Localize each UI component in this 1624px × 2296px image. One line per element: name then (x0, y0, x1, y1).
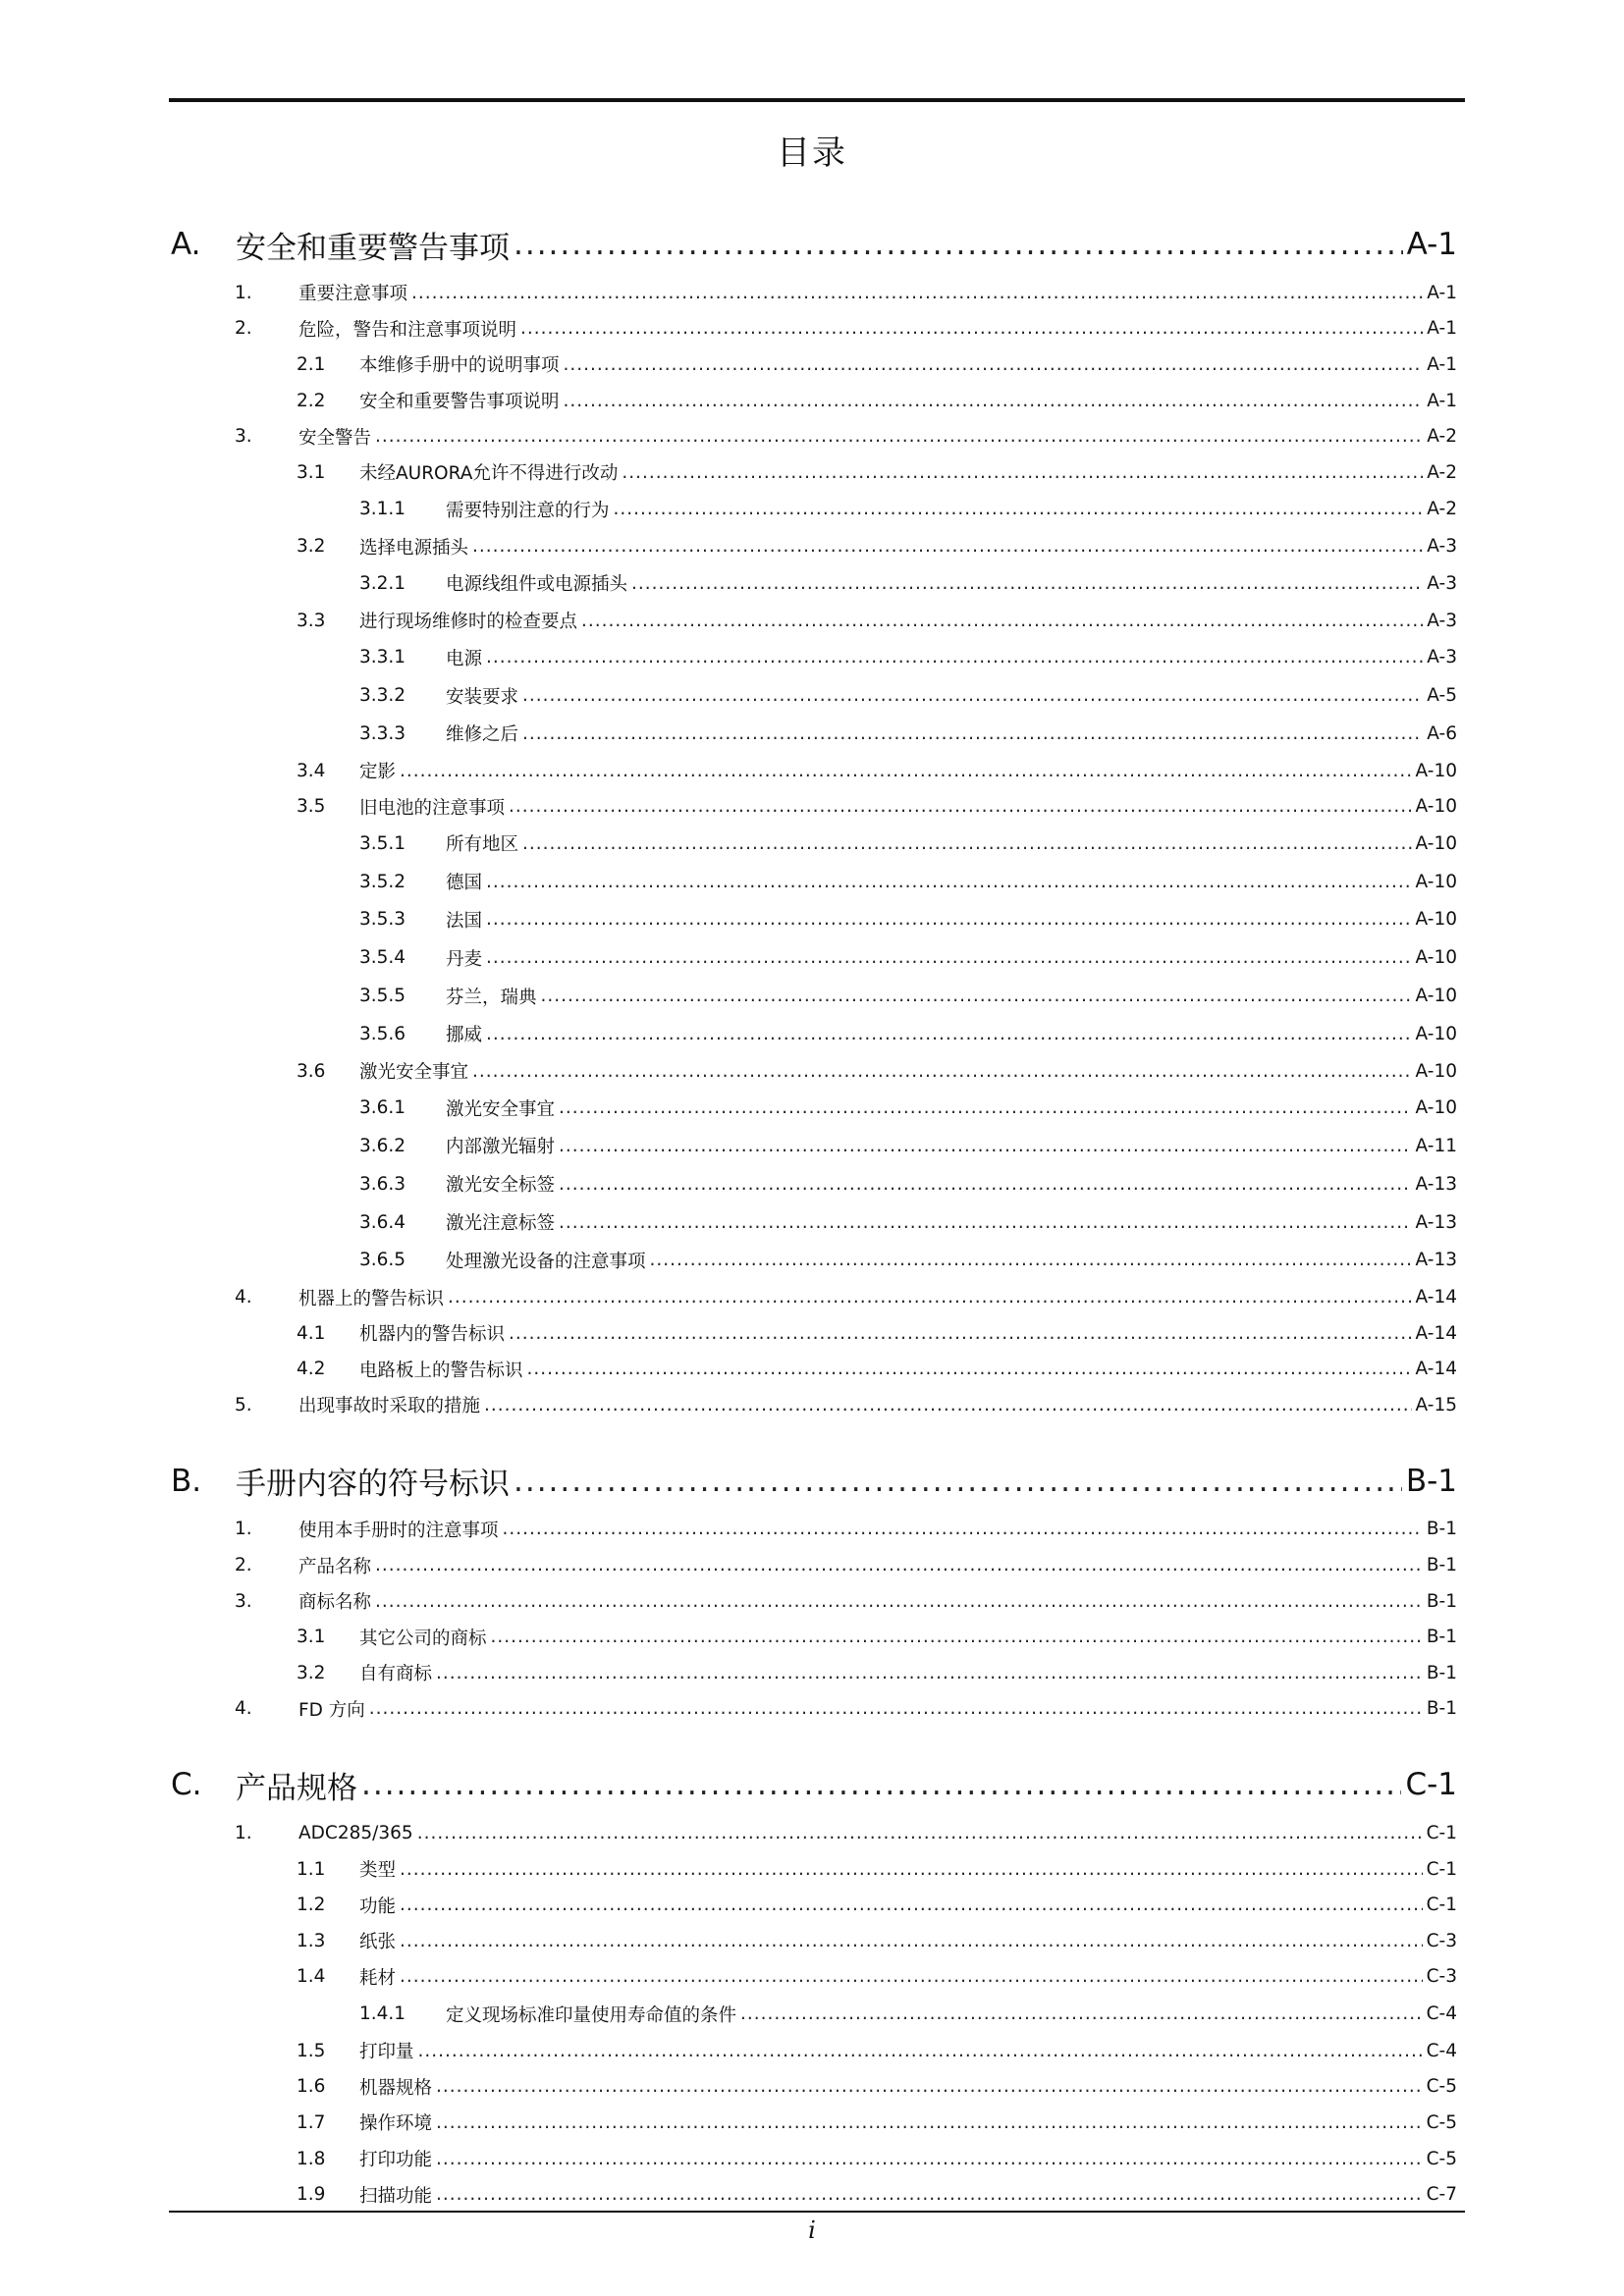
toc-entry-title: 自有商标 (359, 1664, 433, 1685)
toc-entry-title: 芬兰，瑞典 (446, 987, 537, 1008)
dot-leader (436, 2112, 1423, 2133)
toc-entry-number: 3.6.1 (359, 1097, 406, 1119)
toc-entry[interactable] (171, 1165, 1457, 1203)
toc-entry-page: A-1 (1427, 318, 1457, 340)
page-title: 目录 (777, 133, 847, 173)
toc-entry-number: 3.1 (297, 1627, 326, 1648)
toc-entry[interactable] (171, 1619, 1457, 1655)
toc-entry-number: C. (171, 1767, 202, 1803)
toc-entry[interactable] (171, 2141, 1457, 2177)
toc-entry-number: 3.1 (297, 461, 326, 483)
dot-leader (448, 1287, 1412, 1308)
toc-entry-number: 4.1 (297, 1322, 326, 1344)
toc-entry-title: 操作环境 (359, 2113, 433, 2135)
toc-entry[interactable] (171, 2105, 1457, 2141)
toc-entry[interactable] (171, 1547, 1457, 1583)
toc-entry-number: 2. (235, 318, 252, 340)
toc-entry[interactable] (171, 1127, 1457, 1165)
toc-entry-title: 法国 (446, 910, 483, 932)
toc-entry-page: C-3 (1426, 1966, 1457, 1988)
toc-entry[interactable] (171, 788, 1457, 825)
dot-leader (614, 499, 1424, 519)
toc-entry-page: A-13 (1415, 1211, 1457, 1233)
page-number: i (808, 2216, 816, 2244)
toc-entry-title: 安全和重要警告事项 (236, 230, 510, 266)
dot-leader (486, 1024, 1412, 1044)
toc-entry-page: A-3 (1427, 572, 1457, 594)
dot-leader (509, 1323, 1412, 1344)
dot-leader (436, 2184, 1423, 2205)
toc-entry-number: 3.5.6 (359, 1023, 406, 1044)
toc-entry[interactable] (171, 1691, 1457, 1728)
toc-entry-number: 1.4.1 (359, 2003, 406, 2025)
dot-leader (581, 611, 1423, 631)
toc-entry[interactable] (171, 1583, 1457, 1620)
toc-entry-number: 1.7 (297, 2111, 326, 2133)
toc-entry-title: 扫描功能 (359, 2185, 433, 2207)
toc-entry-title: 电源 (446, 648, 483, 669)
toc-entry-title: 旧电池的注意事项 (359, 797, 506, 819)
toc-entry-page: C-1 (1426, 1823, 1457, 1844)
toc-entry-page: A-1 (1427, 390, 1457, 411)
toc-entry[interactable] (171, 715, 1457, 753)
toc-entry[interactable] (171, 1887, 1457, 1923)
toc-entry-page: B-1 (1426, 1590, 1457, 1612)
toc-entry[interactable] (171, 454, 1457, 491)
toc-entry[interactable] (171, 1923, 1457, 1959)
toc-entry-title: 进行现场维修时的检查要点 (359, 612, 578, 633)
toc-entry-number: 1. (235, 1823, 252, 1844)
toc-entry-number: 1.1 (297, 1858, 326, 1880)
toc-entry-page: A-1 (1427, 353, 1457, 375)
toc-entry-number: 3.6.3 (359, 1173, 406, 1195)
toc-entry-number: 1.8 (297, 2148, 326, 2169)
dot-leader (559, 1097, 1412, 1118)
dot-leader (650, 1250, 1412, 1270)
toc-entry-page: A-10 (1415, 1097, 1457, 1119)
toc-entry-title: 产品规格 (236, 1770, 357, 1806)
toc-entry-title: 定影 (359, 762, 397, 783)
toc-entry-page: A-10 (1415, 760, 1457, 781)
toc-entry[interactable] (171, 1959, 1457, 1996)
dot-leader (472, 1061, 1412, 1082)
toc-entry-title: 维修之后 (446, 724, 519, 746)
dot-leader (522, 833, 1412, 854)
toc-entry-page: A-2 (1427, 499, 1457, 520)
toc-entry-number: 3.5.2 (359, 871, 406, 892)
toc-entry[interactable] (171, 863, 1457, 901)
toc-entry[interactable] (171, 418, 1457, 454)
toc-entry-number: 1.4 (297, 1966, 326, 1988)
toc-entry-title: 定义现场标准印量使用寿命值的条件 (446, 2004, 737, 2026)
toc-entry-page: C-5 (1426, 2111, 1457, 2133)
toc-entry[interactable] (171, 1015, 1457, 1053)
toc-entry-title: 打印量 (359, 2042, 414, 2063)
toc-entry-page: A-14 (1415, 1322, 1457, 1344)
toc-entry-number: 1.2 (297, 1895, 326, 1916)
toc-entry-number: 1.3 (297, 1930, 326, 1951)
toc-entry-number: 3.5.4 (359, 947, 406, 969)
toc-entry[interactable] (171, 901, 1457, 939)
toc-entry-number: 3. (235, 426, 252, 448)
toc-entry-title: 挪威 (446, 1025, 483, 1046)
toc-entry[interactable] (171, 528, 1457, 564)
dot-leader (514, 1464, 1402, 1499)
toc-entry[interactable] (171, 938, 1457, 977)
toc-entry-title: 手册内容的符号标识 (236, 1467, 510, 1503)
dot-leader (400, 1895, 1423, 1915)
toc-entry-page: C-4 (1426, 2040, 1457, 2061)
toc-entry-title: 激光安全标签 (446, 1175, 556, 1197)
toc-entry-page: A-3 (1427, 610, 1457, 631)
toc-entry-title: 纸张 (359, 1932, 397, 1953)
toc-entry-page: B-1 (1426, 1519, 1457, 1540)
dot-leader (541, 986, 1412, 1006)
toc-entry-title: 出现事故时采取的措施 (298, 1396, 481, 1417)
dot-leader (436, 2149, 1423, 2169)
toc-entry-number: 4.2 (297, 1359, 326, 1380)
toc-entry-number: 3.5.1 (359, 832, 406, 854)
toc-entry-number: 3.5.3 (359, 909, 406, 931)
toc-entry[interactable] (171, 1241, 1457, 1279)
toc-entry-page: A-5 (1427, 685, 1457, 707)
toc-entry-title: FD 方向 (298, 1699, 365, 1721)
dot-leader (522, 685, 1423, 706)
toc-entry[interactable] (171, 311, 1457, 347)
toc-entry-title: 危险，警告和注意事项说明 (298, 319, 517, 341)
toc-entry-title: 安全和重要警告事项说明 (359, 392, 560, 413)
dot-leader (486, 647, 1423, 667)
toc-entry-title: 耗材 (359, 1967, 397, 1989)
dot-leader (491, 1627, 1423, 1647)
toc-entry[interactable] (171, 1387, 1457, 1423)
toc-entry-number: 3. (235, 1590, 252, 1612)
dot-leader (369, 1698, 1423, 1719)
toc-entry-page: B-1 (1405, 1463, 1457, 1499)
toc-entry[interactable] (171, 1203, 1457, 1242)
toc-entry[interactable] (171, 1053, 1457, 1090)
toc-entry-page: B-1 (1426, 1555, 1457, 1576)
toc-entry-number: 2.1 (297, 353, 326, 375)
toc-entry-title: 类型 (359, 1860, 397, 1882)
toc-entry[interactable] (171, 2176, 1457, 2213)
toc-entry[interactable] (171, 1279, 1457, 1315)
toc-entry-page: C-1 (1426, 1858, 1457, 1880)
toc-entry[interactable] (171, 1351, 1457, 1387)
dot-leader (564, 354, 1424, 375)
toc-entry[interactable] (171, 603, 1457, 639)
dot-leader (564, 391, 1424, 411)
toc-entry-page: A-10 (1415, 871, 1457, 892)
toc-entry-title: 激光安全事宜 (359, 1062, 469, 1083)
toc-entry-title: 电路板上的警告标识 (359, 1360, 523, 1381)
toc-entry[interactable] (171, 638, 1457, 676)
dot-leader (436, 2076, 1423, 2097)
toc-entry-page: A-14 (1415, 1287, 1457, 1308)
toc-entry-title: 丹麦 (446, 948, 483, 970)
dot-leader (472, 536, 1423, 557)
dot-leader (375, 1555, 1423, 1575)
toc-section[interactable] (171, 1754, 1457, 1815)
toc-entry-number: B. (171, 1463, 202, 1499)
dot-leader (622, 462, 1423, 483)
toc-entry-page: B-1 (1426, 1662, 1457, 1683)
dot-leader (486, 909, 1412, 930)
toc-entry-page: C-5 (1426, 2148, 1457, 2169)
dot-leader (484, 1395, 1412, 1415)
toc-entry[interactable] (171, 1815, 1457, 1851)
dot-leader (486, 872, 1412, 892)
dot-leader (509, 796, 1412, 817)
dot-leader (400, 1931, 1423, 1951)
toc-entry-number: 3.5.5 (359, 986, 406, 1006)
dot-leader (436, 1663, 1423, 1683)
section-gap (171, 1727, 1457, 1754)
toc-entry-number: 1. (235, 282, 252, 303)
toc-entry-title: 激光安全事宜 (446, 1098, 556, 1120)
toc-entry-number: 3.5 (297, 796, 326, 818)
toc-entry-page: A-3 (1427, 647, 1457, 668)
toc-entry-title: 安装要求 (446, 686, 519, 708)
dot-leader (375, 1591, 1423, 1612)
toc-entry-page: A-14 (1415, 1359, 1457, 1380)
toc-entry[interactable] (171, 1089, 1457, 1127)
toc-entry-page: A-11 (1415, 1135, 1457, 1156)
toc-entry-number: 1.6 (297, 2076, 326, 2098)
toc-entry-number: 5. (235, 1394, 252, 1415)
toc-entry-page: A-10 (1415, 1023, 1457, 1044)
toc-section[interactable] (171, 1451, 1457, 1512)
toc-entry-number: 3.1.1 (359, 499, 406, 520)
dot-leader (375, 426, 1423, 447)
toc-entry-page: A-3 (1427, 536, 1457, 558)
toc-entry-number: 3.2 (297, 1662, 326, 1683)
dot-leader (520, 318, 1423, 339)
toc-entry[interactable] (171, 1512, 1457, 1548)
dot-leader (559, 1136, 1412, 1156)
toc-entry-title: 重要注意事项 (298, 284, 408, 305)
bottom-rule (169, 2211, 1465, 2213)
toc-entry-page: C-5 (1426, 2076, 1457, 2098)
toc-entry[interactable] (171, 2033, 1457, 2069)
toc-entry-title: 激光注意标签 (446, 1213, 556, 1235)
toc-entry[interactable] (171, 491, 1457, 529)
toc-entry-number: 4. (235, 1287, 252, 1308)
toc-entry-number: 4. (235, 1698, 252, 1720)
toc-entry-title: 德国 (446, 873, 483, 894)
toc-entry-title: 处理激光设备的注意事项 (446, 1251, 646, 1272)
dot-leader (418, 2041, 1423, 2061)
dot-leader (514, 227, 1403, 262)
toc-entry-title: 机器内的警告标识 (359, 1324, 506, 1346)
toc-entry-page: C-7 (1426, 2184, 1457, 2206)
toc-entry[interactable] (171, 825, 1457, 863)
toc-entry-title: 选择电源插头 (359, 537, 469, 559)
toc-entry-page: A-10 (1415, 1060, 1457, 1082)
toc-entry-page: A-10 (1415, 796, 1457, 818)
toc-entry-title: 安全警告 (298, 427, 372, 449)
toc-entry[interactable] (171, 1315, 1457, 1352)
toc-entry[interactable] (171, 1655, 1457, 1691)
toc-entry-title: 机器规格 (359, 2077, 433, 2099)
toc-entry-page: A-15 (1415, 1394, 1457, 1415)
toc-entry-number: 3.6 (297, 1060, 326, 1082)
toc-entry-number: 3.2.1 (359, 572, 406, 594)
toc-entry-number: 1.9 (297, 2184, 326, 2206)
toc-entry-number: 1. (235, 1519, 252, 1540)
toc-entry-page: A-10 (1415, 832, 1457, 854)
toc-entry-number: 3.2 (297, 536, 326, 558)
toc-entry-title: 产品名称 (298, 1556, 372, 1577)
dot-leader (740, 2003, 1423, 2024)
toc-entry-title: 打印功能 (359, 2150, 433, 2171)
toc-entry-title: 所有地区 (446, 834, 519, 856)
toc-entry[interactable] (171, 977, 1457, 1015)
toc-entry-number: 3.4 (297, 760, 326, 781)
toc-entry-number: 3.3 (297, 610, 326, 631)
dot-leader (400, 1859, 1423, 1880)
dot-leader (559, 1212, 1412, 1233)
toc-entry-title: 功能 (359, 1896, 397, 1917)
dot-leader (417, 1823, 1423, 1843)
toc-entry-number: 2.2 (297, 390, 326, 411)
toc-entry[interactable] (171, 2069, 1457, 2106)
toc-entry-page: B-1 (1426, 1698, 1457, 1720)
toc-entry-page: A-1 (1427, 282, 1457, 303)
toc-entry[interactable] (171, 347, 1457, 383)
toc-entry-title: 未经AURORA允许不得进行改动 (359, 463, 619, 485)
toc-entry-page: A-2 (1427, 426, 1457, 448)
toc-entry-title: 机器上的警告标识 (298, 1288, 445, 1309)
toc-entry-page: A-10 (1415, 909, 1457, 931)
toc-entry-page: C-4 (1426, 2003, 1457, 2025)
toc-entry-number: A. (171, 227, 201, 262)
table-of-contents (171, 214, 1457, 2213)
dot-leader (522, 723, 1423, 744)
toc-entry-page: A-1 (1406, 227, 1457, 262)
toc-entry-page: B-1 (1426, 1627, 1457, 1648)
dot-leader (361, 1767, 1401, 1802)
dot-leader (527, 1359, 1412, 1379)
toc-entry-number: 3.3.2 (359, 685, 406, 707)
toc-entry[interactable] (171, 564, 1457, 603)
toc-entry-page: C-1 (1405, 1767, 1457, 1803)
dot-leader (400, 761, 1412, 781)
toc-entry-number: 3.3.3 (359, 722, 406, 744)
dot-leader (400, 1966, 1423, 1987)
toc-section[interactable] (171, 214, 1457, 275)
toc-entry-page: A-2 (1427, 461, 1457, 483)
dot-leader (486, 947, 1412, 968)
toc-entry-number: 3.6.2 (359, 1135, 406, 1156)
toc-entry-page: A-10 (1415, 986, 1457, 1006)
toc-entry[interactable] (171, 753, 1457, 789)
toc-entry-title: ADC285/365 (298, 1823, 413, 1844)
toc-entry-page: A-13 (1415, 1250, 1457, 1271)
toc-entry-title: 需要特别注意的行为 (446, 500, 610, 521)
toc-entry-number: 3.3.1 (359, 647, 406, 668)
toc-entry-page: A-6 (1427, 722, 1457, 744)
toc-entry-number: 3.6.4 (359, 1211, 406, 1233)
toc-entry[interactable] (171, 275, 1457, 311)
section-gap (171, 1423, 1457, 1451)
toc-entry-number: 1.5 (297, 2040, 326, 2061)
toc-entry-title: 内部激光辐射 (446, 1137, 556, 1158)
toc-entry[interactable] (171, 676, 1457, 715)
toc-entry[interactable] (171, 1995, 1457, 2033)
dot-leader (503, 1519, 1423, 1539)
toc-entry-page: C-3 (1426, 1930, 1457, 1951)
toc-entry-title: 电源线组件或电源插头 (446, 574, 628, 596)
toc-entry-page: C-1 (1426, 1895, 1457, 1916)
toc-entry-title: 其它公司的商标 (359, 1628, 487, 1649)
toc-entry-page: A-13 (1415, 1173, 1457, 1195)
toc-entry-title: 使用本手册时的注意事项 (298, 1520, 499, 1541)
toc-entry[interactable] (171, 383, 1457, 419)
toc-entry-title: 商标名称 (298, 1592, 372, 1614)
toc-entry-number: 2. (235, 1555, 252, 1576)
dot-leader (411, 283, 1423, 303)
top-rule (169, 98, 1465, 102)
dot-leader (631, 573, 1423, 594)
dot-leader (559, 1174, 1412, 1195)
toc-entry[interactable] (171, 1851, 1457, 1888)
toc-entry-number: 3.6.5 (359, 1250, 406, 1271)
toc-entry-title: 本维修手册中的说明事项 (359, 355, 560, 377)
toc-entry-page: A-10 (1415, 947, 1457, 969)
